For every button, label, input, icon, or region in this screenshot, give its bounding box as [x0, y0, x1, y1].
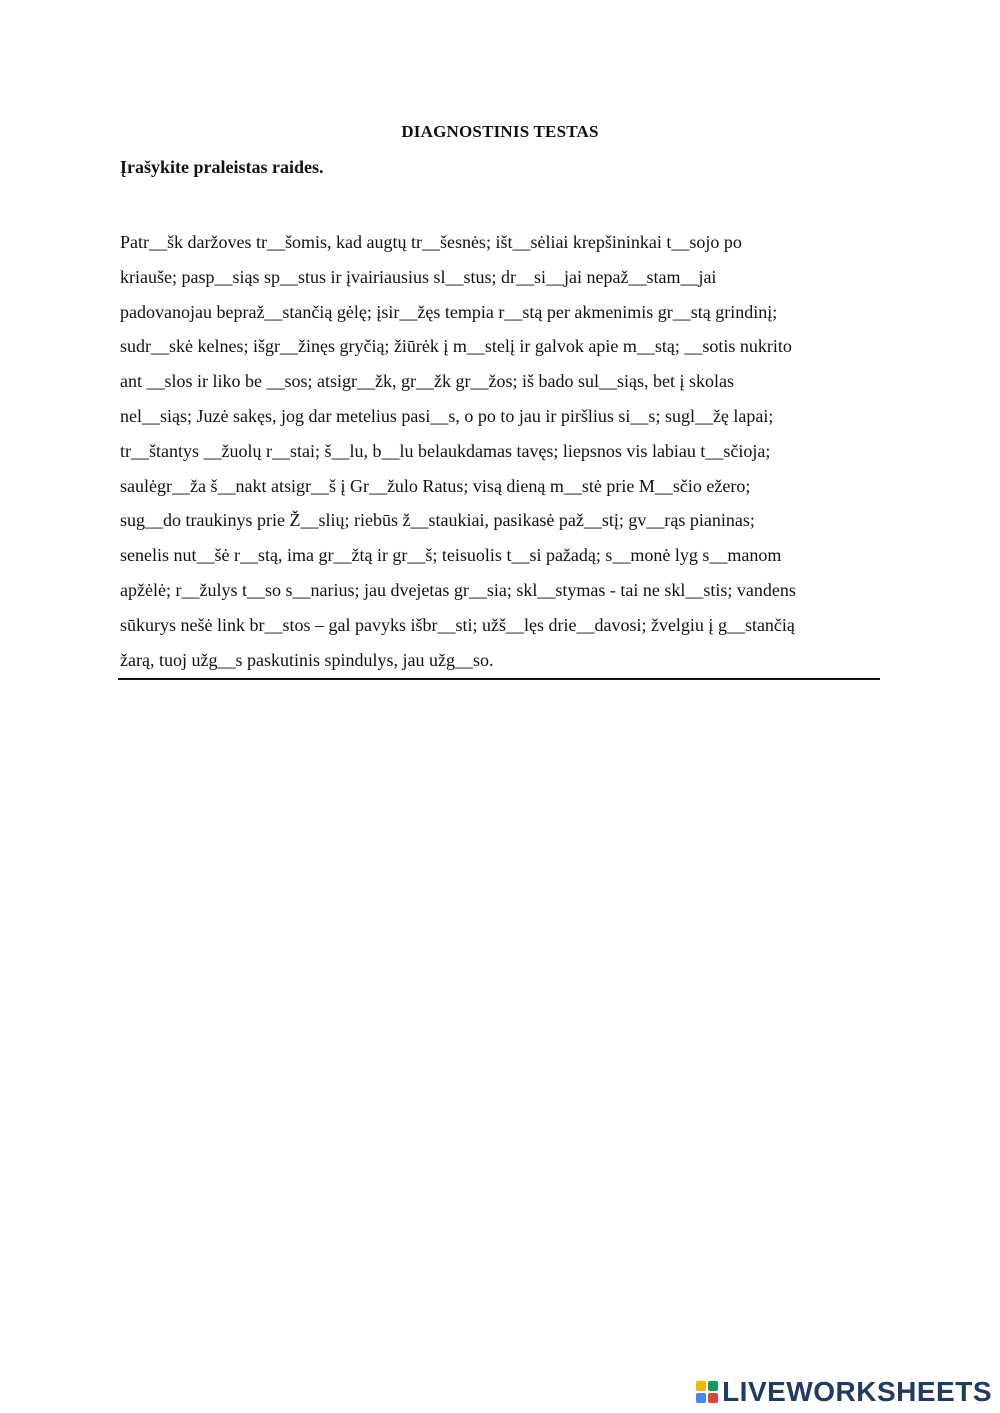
- exercise-line: kriauše; pasp__siąs sp__stus ir įvairiausius sl__stus; dr__si__jai nepaž__stam__jai: [120, 266, 717, 287]
- liveworksheets-logo[interactable]: [696, 1377, 992, 1407]
- exercise-line: tr__štantys __žuolų r__stai; š__lu, b__lu belaukdamas tavęs; liepsnos vis labiau t__sčioja;: [120, 440, 771, 461]
- liveworksheets-logo-icon: [696, 1381, 718, 1403]
- logo-square-blue: [696, 1393, 706, 1403]
- exercise-line: nel__siąs; Juzė sakęs, jog dar metelius pasi__s, o po to jau ir piršlius si__s; sugl__žę lapai;: [120, 405, 774, 426]
- exercise-line: ant __slos ir liko be __sos; atsigr__žk, gr__žk gr__žos; iš bado sul__siąs, bet į skolas: [120, 371, 734, 392]
- logo-square-green: [708, 1381, 718, 1391]
- exercise-line: sug__do traukinys prie Ž__slių; riebūs ž__staukiai, pasikasė paž__stį; gv__rąs pianinas;: [120, 510, 755, 531]
- instruction-text: Įrašykite praleistas raides.: [120, 157, 324, 177]
- exercise-line: apžėlė; r__žulys t__so s__narius; jau dvejetas gr__sia; skl__stymas - tai ne skl__stis; vandens: [120, 579, 796, 600]
- exercise-line: sudr__skė kelnes; išgr__žinęs gryčią; žiūrėk į m__stelį ir galvok apie m__stą; __sotis nukrito: [120, 336, 792, 357]
- exercise-line: saulėgr__ža š__nakt atsigr__š į Gr__žulo Ratus; visą dieną m__stė prie M__sčio ežero;: [120, 475, 751, 496]
- exercise-line: Patr__šk daržoves tr__šomis, kad augtų tr__šesnės; išt__sėliai krepšininkai t__sojo po: [120, 232, 742, 252]
- logo-square-yellow: [696, 1381, 706, 1391]
- logo-text: LIVEWORKSHEETS: [722, 1376, 992, 1407]
- logo-square-red: [708, 1393, 718, 1403]
- page-title: DIAGNOSTINIS TESTAS: [401, 122, 599, 141]
- exercise-line: žarą, tuoj užg__s paskutinis spindulys, jau užg__so.: [120, 649, 494, 670]
- exercise-line: sūkurys nešė link br__stos – gal pavyks išbr__sti; užš__lęs drie__davosi; žvelgiu į g__stančią: [120, 614, 795, 635]
- exercise-line: padovanojau bepraž__stančią gėlę; įsir__žęs tempia r__stą per akmenimis gr__stą grindinį;: [120, 301, 778, 322]
- exercise-line: senelis nut__šė r__stą, ima gr__žtą ir gr__š; teisuolis t__si pažadą; s__monė lyg s__manom: [120, 545, 782, 566]
- horizontal-divider: [118, 678, 880, 680]
- exercise-text: [120, 225, 900, 677]
